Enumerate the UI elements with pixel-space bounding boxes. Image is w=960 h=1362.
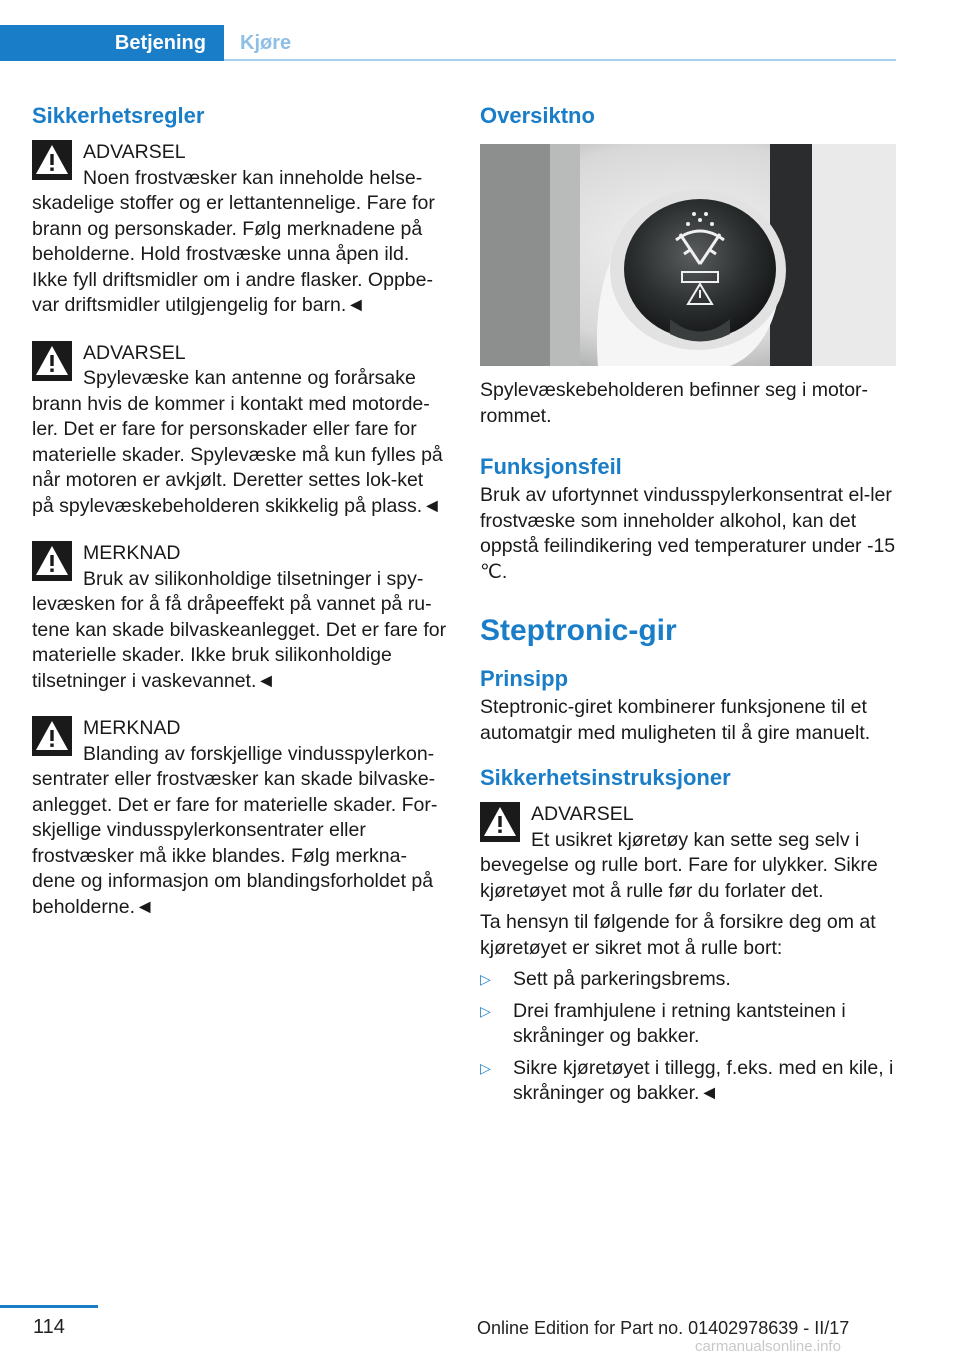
header-divider xyxy=(224,59,896,61)
section-title-safety-instructions: Sikkerhetsinstruksjoner xyxy=(480,765,731,790)
notice-triangle-icon xyxy=(32,716,72,756)
tab-kjore[interactable]: Kjøre xyxy=(240,31,292,54)
warning-block-rolling xyxy=(480,800,896,904)
warning-first-line: Noen frostvæsker kan inneholde helse- xyxy=(83,166,423,189)
warning-triangle-icon xyxy=(32,341,72,381)
notice-first-line: Bruk av silikonholdige tilsetninger i spy- xyxy=(83,567,424,590)
edition-line: Online Edition for Part no. 01402978639 - II/17 xyxy=(477,1318,850,1338)
principle-text: Steptronic-giret kombinerer funksjonene til et automatgir med muligheten til å gire manuelt. xyxy=(480,696,871,744)
warning-text: brann hvis de kommer i kontakt med motorde-ler. Det er fare for personskader eller fare for materielle skader. Spylevæske må kun fylles på når motoren er avkjølt. Deretter settes lok-ket på spylevæskebeholderen skikkelig på plass.◄ xyxy=(32,392,443,517)
page-number: 114 xyxy=(33,1316,65,1338)
warning-triangle-icon xyxy=(32,140,72,180)
notice-label: MERKNAD xyxy=(83,542,181,564)
notice-text: levæsken for å få dråpeeffekt på vannet på ru-tene kan skade bilvaskeanlegget. Det er fare for materielle skader. Ikke bruk silikonholdige tilsetninger i vaskevannet.◄ xyxy=(32,593,447,692)
list-item-text: Sikre kjøretøyet i tillegg, f.eks. med en kile, i skråninger og bakker.◄ xyxy=(513,1056,894,1104)
list-item-text: Drei framhjulene i retning kantsteinen i skråninger og bakker. xyxy=(513,999,846,1047)
section-title-principle: Prinsipp xyxy=(480,666,569,691)
warning-triangle-icon xyxy=(480,802,520,842)
notice-text: sentrater eller frostvæsker kan skade bilvaske-anlegget. Det er fare for materielle skader. For-skjellige vindusspylerkonsentrater eller frostvæsker må ikke blandes. Følg merkna-dene og informasjon om blandingsforholdet på beholderne.◄ xyxy=(32,768,438,918)
intro-text: Ta hensyn til følgende for å forsikre deg om at kjøretøyet er sikret mot å rulle bort: xyxy=(480,911,876,959)
warning-text: skadelige stoffer og er lettantennelige. Fare for brann og personskader. Følg merknadene på beholderne. Hold frostvæske unna åpen ild. Ikke fyll driftsmidler om i andre flasker. Oppbe-var driftsmidler utilgjengelig for barn.◄ xyxy=(32,192,435,316)
warning-first-line: Et usikret kjøretøy kan sette seg selv i xyxy=(531,828,860,851)
section-title-safety-rules: Sikkerhetsregler xyxy=(32,103,205,128)
triangle-bullet-icon: ▷ xyxy=(480,1002,491,1019)
notice-triangle-icon xyxy=(32,541,72,581)
left-column xyxy=(32,100,447,920)
list-item xyxy=(480,999,896,1050)
tab-betjening[interactable]: Betjening xyxy=(0,25,224,61)
section-title-overview: Oversiktno xyxy=(480,103,595,128)
notice-block-2 xyxy=(32,714,447,920)
chapter-header xyxy=(0,0,960,64)
instruction-list xyxy=(480,967,896,1107)
warning-block-2 xyxy=(32,339,447,520)
washer-reservoir-photo xyxy=(480,144,896,366)
notice-label: MERKNAD xyxy=(83,717,181,739)
warning-label: ADVARSEL xyxy=(83,341,186,364)
warning-label: ADVARSEL xyxy=(83,141,186,163)
watermark: carmanualsonline.info xyxy=(695,1338,841,1355)
notice-first-line: Blanding av forskjellige vindusspylerkon- xyxy=(83,742,435,765)
triangle-bullet-icon: ▷ xyxy=(480,1059,491,1076)
list-item xyxy=(480,1056,896,1107)
malfunction-text: Bruk av ufortynnet vindusspylerkonsentrat el-ler frostvæske som inneholder alkohol, kan det oppstå feilindikering ved temperaturer under -15 ℃. xyxy=(480,484,896,583)
warning-label: ADVARSEL xyxy=(531,803,634,825)
list-item-text: Sett på parkeringsbrems. xyxy=(513,968,731,990)
warning-block-1 xyxy=(32,138,447,319)
notice-block-1 xyxy=(32,539,447,694)
chapter-title-steptronic: Steptronic-gir xyxy=(480,614,677,647)
list-item xyxy=(480,967,896,993)
washer-reservoir-cap-illustration xyxy=(480,144,896,366)
figure-caption: Spylevæskebeholderen befinner seg i motor-rommet. xyxy=(480,379,869,427)
warning-text: bevegelse og rulle bort. Fare for ulykker. Sikre kjøretøyet mot å rulle før du forlater det. xyxy=(480,854,878,902)
right-column xyxy=(480,100,896,1113)
warning-first-line: Spylevæske kan antenne og forårsake xyxy=(83,367,416,389)
triangle-bullet-icon: ▷ xyxy=(480,971,491,987)
section-title-malfunction: Funksjonsfeil xyxy=(480,454,622,479)
footer-divider xyxy=(0,1305,98,1308)
